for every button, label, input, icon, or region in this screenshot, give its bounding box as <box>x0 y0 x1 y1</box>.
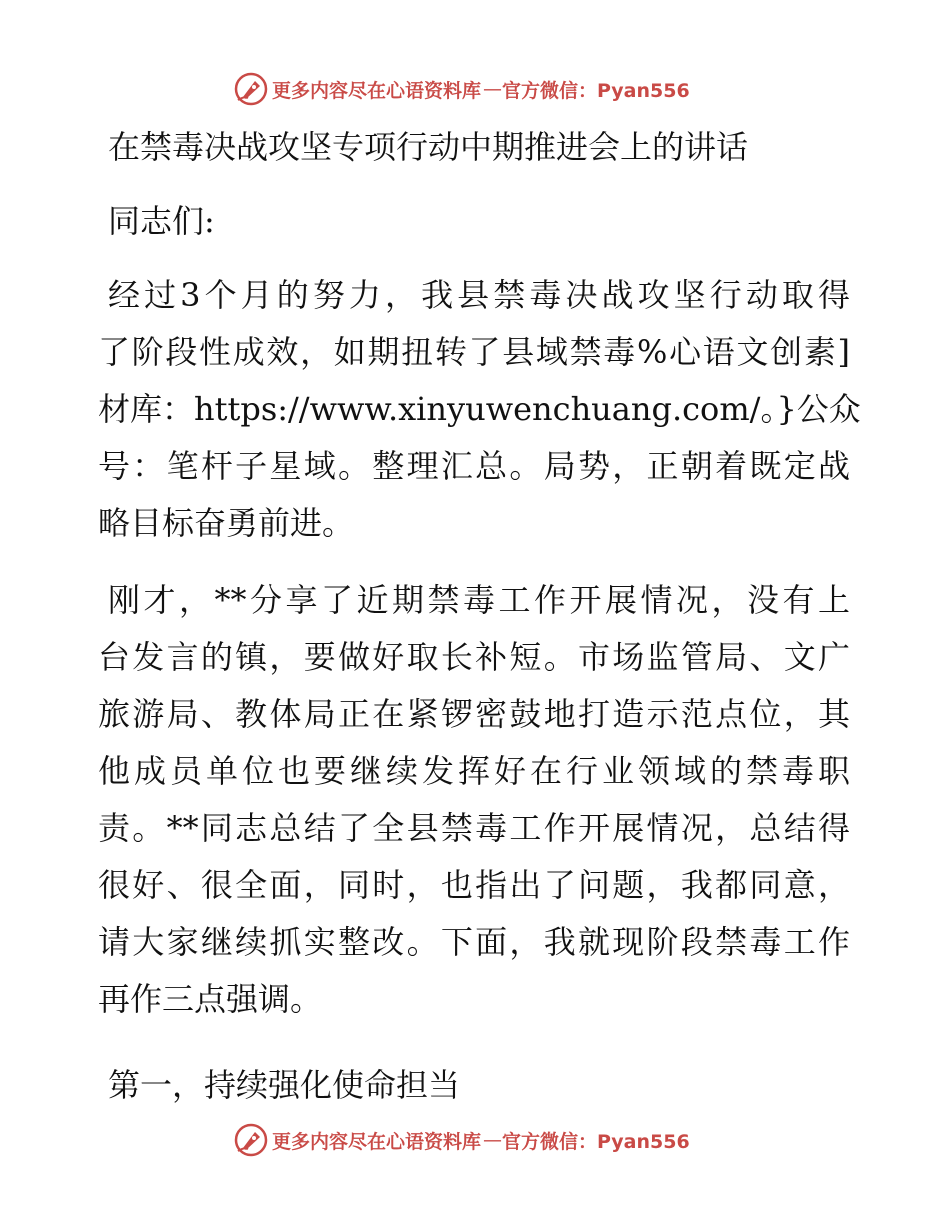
banner-text: 更多内容尽在心语资料库 <box>272 1130 482 1153</box>
paragraph-line: 略目标奋勇前进。 <box>98 504 355 542</box>
pen-nib-logo-icon <box>234 72 268 106</box>
banner-separator: — <box>483 78 503 100</box>
paragraph-line: 经过3个月的努力，我县禁毒决战攻坚行动取得 <box>108 276 850 314</box>
paragraph-line: 旅游局、教体局正在紧锣密鼓地打造示范点位，其 <box>98 695 850 733</box>
document-title: 在禁毒决战攻坚专项行动中期推进会上的讲话 <box>108 128 749 166</box>
paragraph-line: 材库：https://www.xinyuwenchuang.com/。}公众 <box>98 390 861 428</box>
paragraph-line: 号：笔杆子星域。整理汇总。局势，正朝着既定战 <box>98 447 850 485</box>
paragraph-line: 他成员单位也要继续发挥好在行业领域的禁毒职 <box>98 752 850 790</box>
section-heading: 第一，持续强化使命担当 <box>108 1066 461 1104</box>
paragraph-line: 再作三点强调。 <box>98 980 323 1018</box>
banner-wechat: 官方微信：Pyan556 <box>502 79 690 102</box>
pen-nib-logo-icon <box>234 1123 268 1157</box>
salutation: 同志们: <box>108 202 215 240</box>
banner-wechat: 官方微信：Pyan556 <box>502 1130 690 1153</box>
paragraph-line: 责。**同志总结了全县禁毒工作开展情况，总结得 <box>98 809 850 847</box>
paragraph-line: 很好、很全面，同时，也指出了问题，我都同意， <box>98 866 850 904</box>
paragraph-2 <box>98 572 850 1028</box>
paragraph-1 <box>98 267 861 552</box>
paragraph-line: 台发言的镇，要做好取长补短。市场监管局、文广 <box>98 638 850 676</box>
banner-separator: — <box>483 1129 503 1151</box>
paragraph-line: 刚才，**分享了近期禁毒工作开展情况，没有上 <box>108 581 850 619</box>
paragraph-line: 了阶段性成效，如期扭转了县域禁毒%心语文创素] <box>98 333 850 371</box>
footer-banner <box>234 1122 690 1158</box>
header-banner <box>234 71 690 107</box>
banner-text: 更多内容尽在心语资料库 <box>272 79 482 102</box>
paragraph-line: 请大家继续抓实整改。下面，我就现阶段禁毒工作 <box>98 923 850 961</box>
